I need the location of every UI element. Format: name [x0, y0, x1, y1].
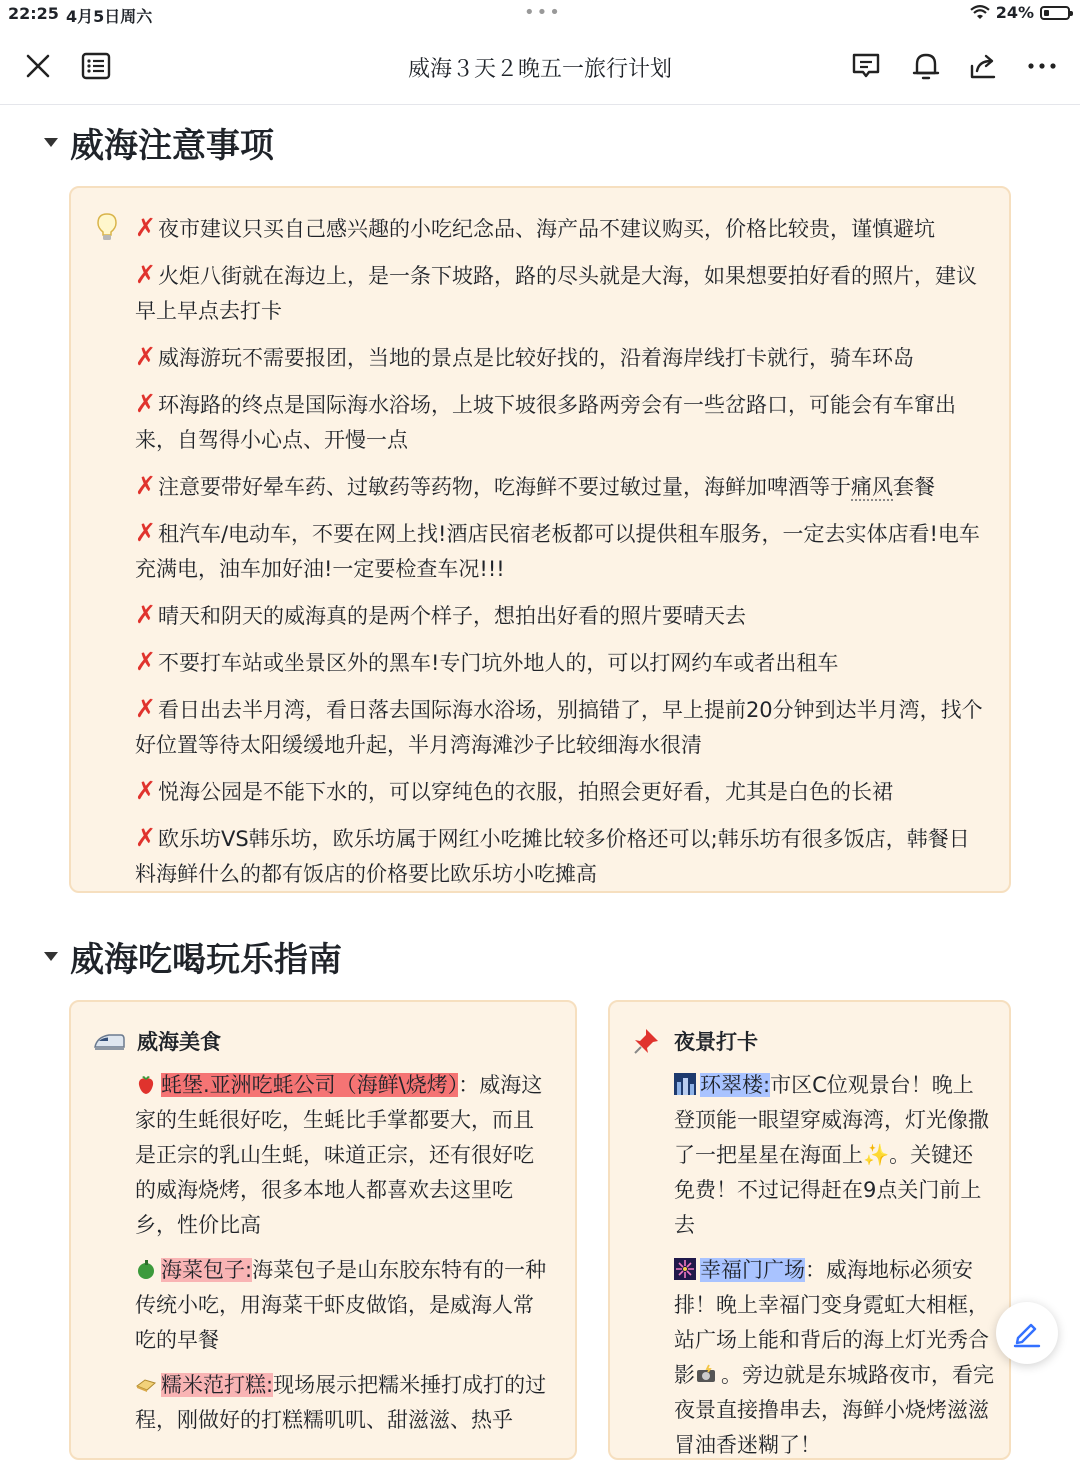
share-icon[interactable] — [962, 44, 1006, 88]
night-card-header — [632, 1026, 758, 1056]
status-right — [970, 3, 1070, 22]
cross-mark-icon: ✗ — [135, 260, 156, 289]
cross-mark-icon: ✗ — [135, 389, 156, 418]
battery-fill — [1044, 10, 1049, 16]
list-item: ✗威海游玩不需要报团，当地的景点是比较好找的，沿着海岸线打卡就行，骑车环岛 — [135, 342, 914, 371]
food-card-body — [135, 1068, 553, 1448]
list-item: ✗夜市建议只买自己感兴趣的小吃纪念品、海产品不建议购买，价格比较贵，谨慎避坑 — [135, 213, 935, 242]
section-heading-notes[interactable] — [44, 118, 274, 167]
multitask-dots[interactable]: ••• — [524, 2, 562, 23]
cross-mark-icon: ✗ — [135, 694, 156, 723]
lightbulb-icon — [95, 212, 119, 246]
food-callout — [69, 1000, 577, 1460]
edit-button[interactable] — [996, 1302, 1058, 1364]
battery-percent: 24% — [995, 3, 1034, 22]
collapse-triangle-icon[interactable] — [44, 952, 58, 961]
edit-pencil-icon — [1012, 1318, 1042, 1348]
list-item: 蚝堡.亚洲吃蚝公司（海鲜\烧烤）：威海这家的生蚝很好吃，生蚝比手掌都要大，而且是正宗的乳山生蚝，味道正宗，还有很好吃的威海烧烤，很多本地人都喜欢去这里吃乡，性价比高 — [135, 1073, 543, 1237]
list-item: 幸福门广场：威海地标必须安排！晚上幸福门变身霓虹大相框，站广场上能和背后的海上灯光秀合影 。旁边就是东城路夜市，看完夜景直接撸串去，海鲜小烧烤滋滋冒油香迷糊了！ — [674, 1258, 994, 1457]
list-item: 环翠楼:市区C位观景台！晚上登顶能一眼望穿威海湾，灯光像撒了一把星星在海面上✨。关键还免费！不过记得赶在9点关门前上去 — [674, 1073, 989, 1237]
comment-icon[interactable] — [844, 44, 888, 88]
card-title: 夜景打卡 — [674, 1030, 758, 1054]
cross-mark-icon: ✗ — [135, 776, 156, 805]
section-heading-guide[interactable] — [44, 932, 342, 981]
food-name: 海菜包子: — [161, 1258, 253, 1282]
sparkles-icon: ✨ — [863, 1143, 890, 1167]
cross-mark-icon: ✗ — [135, 471, 156, 500]
doc-title: 威海３天２晚五一旅行计划 — [407, 57, 672, 82]
strawberry-icon — [135, 1073, 157, 1095]
night-callout — [608, 1000, 1011, 1460]
bell-icon[interactable] — [904, 44, 948, 88]
cross-mark-icon: ✗ — [135, 518, 156, 547]
fireworks-icon — [674, 1258, 696, 1280]
night-card-body — [674, 1068, 994, 1473]
status-time: 22:25 — [8, 4, 59, 23]
pushpin-icon — [632, 1026, 662, 1056]
cross-mark-icon: ✗ — [135, 600, 156, 629]
camera-flash-icon — [695, 1363, 717, 1385]
list-item: ✗欧乐坊VS韩乐坊，欧乐坊属于网红小吃摊比较多价格还可以;韩乐坊有很多饭店，韩餐日料海鲜什么的都有饭店的价格要比欧乐坊小吃摊高 — [135, 823, 970, 886]
doc-toolbar — [0, 30, 1080, 105]
spot-name: 环翠楼: — [700, 1073, 771, 1097]
spot-name: 幸福门广场 — [700, 1258, 805, 1282]
restaurant-name: 蚝堡.亚洲吃蚝公司（海鲜\烧烤） — [161, 1073, 459, 1097]
list-item: ✗注意要带好晕车药、过敏药等药物，吃海鲜不要过敏过量，海鲜加啤酒等于痛风套餐 — [135, 471, 935, 500]
food-name: 糯米范打糕: — [161, 1373, 274, 1397]
list-item: 海菜包子:海菜包子是山东胶东特有的一种传统小吃，用海菜干虾皮做馅，是威海人常吃的早餐 — [135, 1258, 547, 1352]
list-item: 糯米范打糕:现场展示把糯米捶打成打的过程，刚做好的打糕糯叽叽、甜滋滋、热乎 — [135, 1373, 547, 1432]
food-card-header — [93, 1026, 221, 1056]
list-item: ✗火炬八街就在海边上，是一条下坡路，路的尽头就是大海，如果想要拍好看的照片，建议早上早点去打卡 — [135, 260, 977, 323]
list-item: ✗悦海公园是不能下水的，可以穿纯色的衣服，拍照会更好看，尤其是白色的长裙 — [135, 776, 893, 805]
list-item: ✗租汽车/电动车，不要在网上找!酒店民宿老板都可以提供租车服务，一定去实体店看!电车充满电，油车加好油!一定要检查车况!!! — [135, 518, 980, 581]
more-icon[interactable] — [1020, 44, 1064, 88]
list-item: ✗晴天和阴天的威海真的是两个样子，想拍出好看的照片要晴天去 — [135, 600, 746, 629]
notes-list — [135, 210, 985, 902]
cross-mark-icon: ✗ — [135, 342, 156, 371]
bullet-train-icon — [93, 1029, 125, 1053]
section-title: 威海吃喝玩乐指南 — [70, 940, 342, 980]
list-item: ✗不要打车站或坐景区外的黑车!专门坑外地人的，可以打网约车或者出租车 — [135, 647, 839, 676]
rice-cake-icon — [135, 1373, 157, 1395]
comment-underline[interactable]: 痛风 — [850, 475, 893, 499]
cross-mark-icon: ✗ — [135, 823, 156, 852]
city-night-icon — [674, 1073, 696, 1095]
status-date: 4月5日周六 — [66, 7, 153, 26]
wifi-icon — [970, 5, 990, 21]
list-item: ✗看日出去半月湾，看日落去国际海水浴场，别搞错了，早上提前20分钟到达半月湾，找个好位置等待太阳缓缓地升起，半月湾海滩沙子比较细海水很清 — [135, 694, 983, 757]
cross-mark-icon: ✗ — [135, 647, 156, 676]
battery-icon — [1040, 6, 1070, 20]
status-bar — [0, 0, 1080, 28]
list-item: ✗环海路的终点是国际海水浴场，上坡下坡很多路两旁会有一些岔路口，可能会有车窜出来，自驾得小心点、开慢一点 — [135, 389, 956, 452]
section-title: 威海注意事项 — [70, 126, 274, 166]
green-pepper-icon — [135, 1258, 157, 1280]
collapse-triangle-icon[interactable] — [44, 138, 58, 147]
card-title: 威海美食 — [137, 1030, 221, 1054]
cross-mark-icon: ✗ — [135, 213, 156, 242]
notes-callout — [69, 186, 1011, 893]
